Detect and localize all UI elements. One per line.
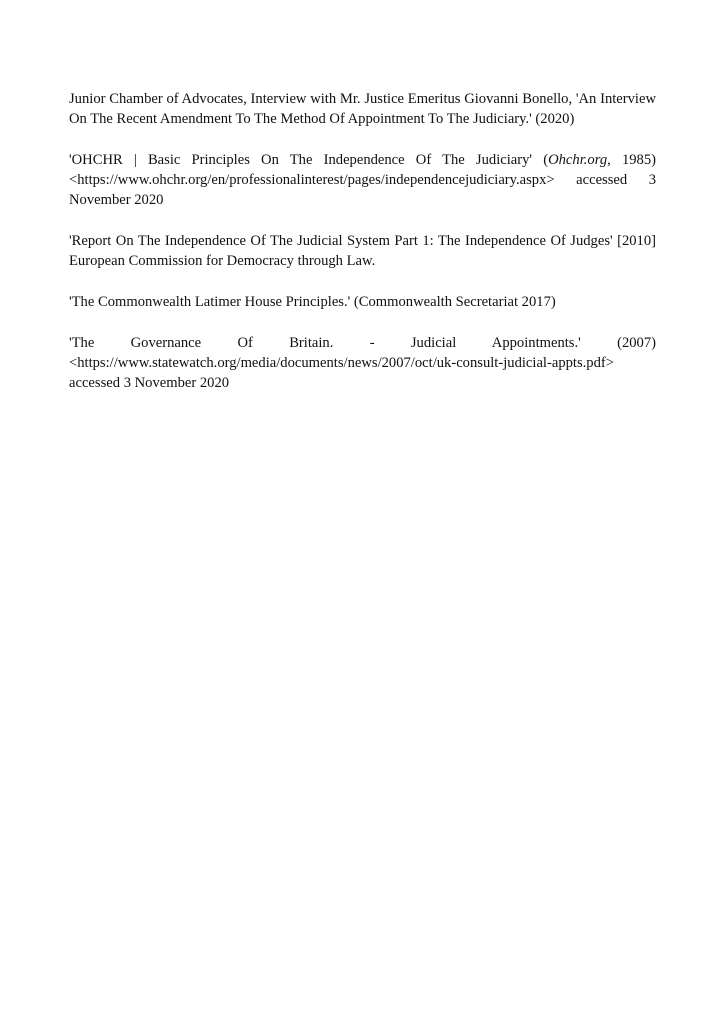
reference-entry-2 [69, 150, 656, 210]
reference-entry-5: 'The Governance Of Britain. - Judicial Appointments.' (2007) <https://www.statewatch.org/media/documents/news/2007/oct/uk-consult-judicial-appts.pdf> accessed 3 November 2020 [69, 335, 656, 391]
reference-entry-2-text: 'OHCHR | Basic Principles On The Independence Of The Judiciary' ( [69, 152, 549, 168]
reference-entry-2-text-tail: , 1985) <https://www.ohchr.org/en/professionalinterest/pages/independencejudiciary.aspx> accessed 3 November 2020 [69, 152, 656, 208]
reference-entry-4: 'The Commonwealth Latimer House Principles.' (Commonwealth Secretariat 2017) [69, 294, 556, 310]
reference-entry-2-source-italic: Ohchr.org [548, 152, 608, 168]
bibliography-page [69, 89, 656, 414]
reference-entry-1: Junior Chamber of Advocates, Interview with Mr. Justice Emeritus Giovanni Bonello, 'An Interview On The Recent Amendment To The Method Of Appointment To The Judiciary.' (2020) [69, 91, 656, 127]
reference-entry-3: 'Report On The Independence Of The Judicial System Part 1: The Independence Of Judges' [2010] European Commission for Democracy through Law. [69, 233, 656, 269]
